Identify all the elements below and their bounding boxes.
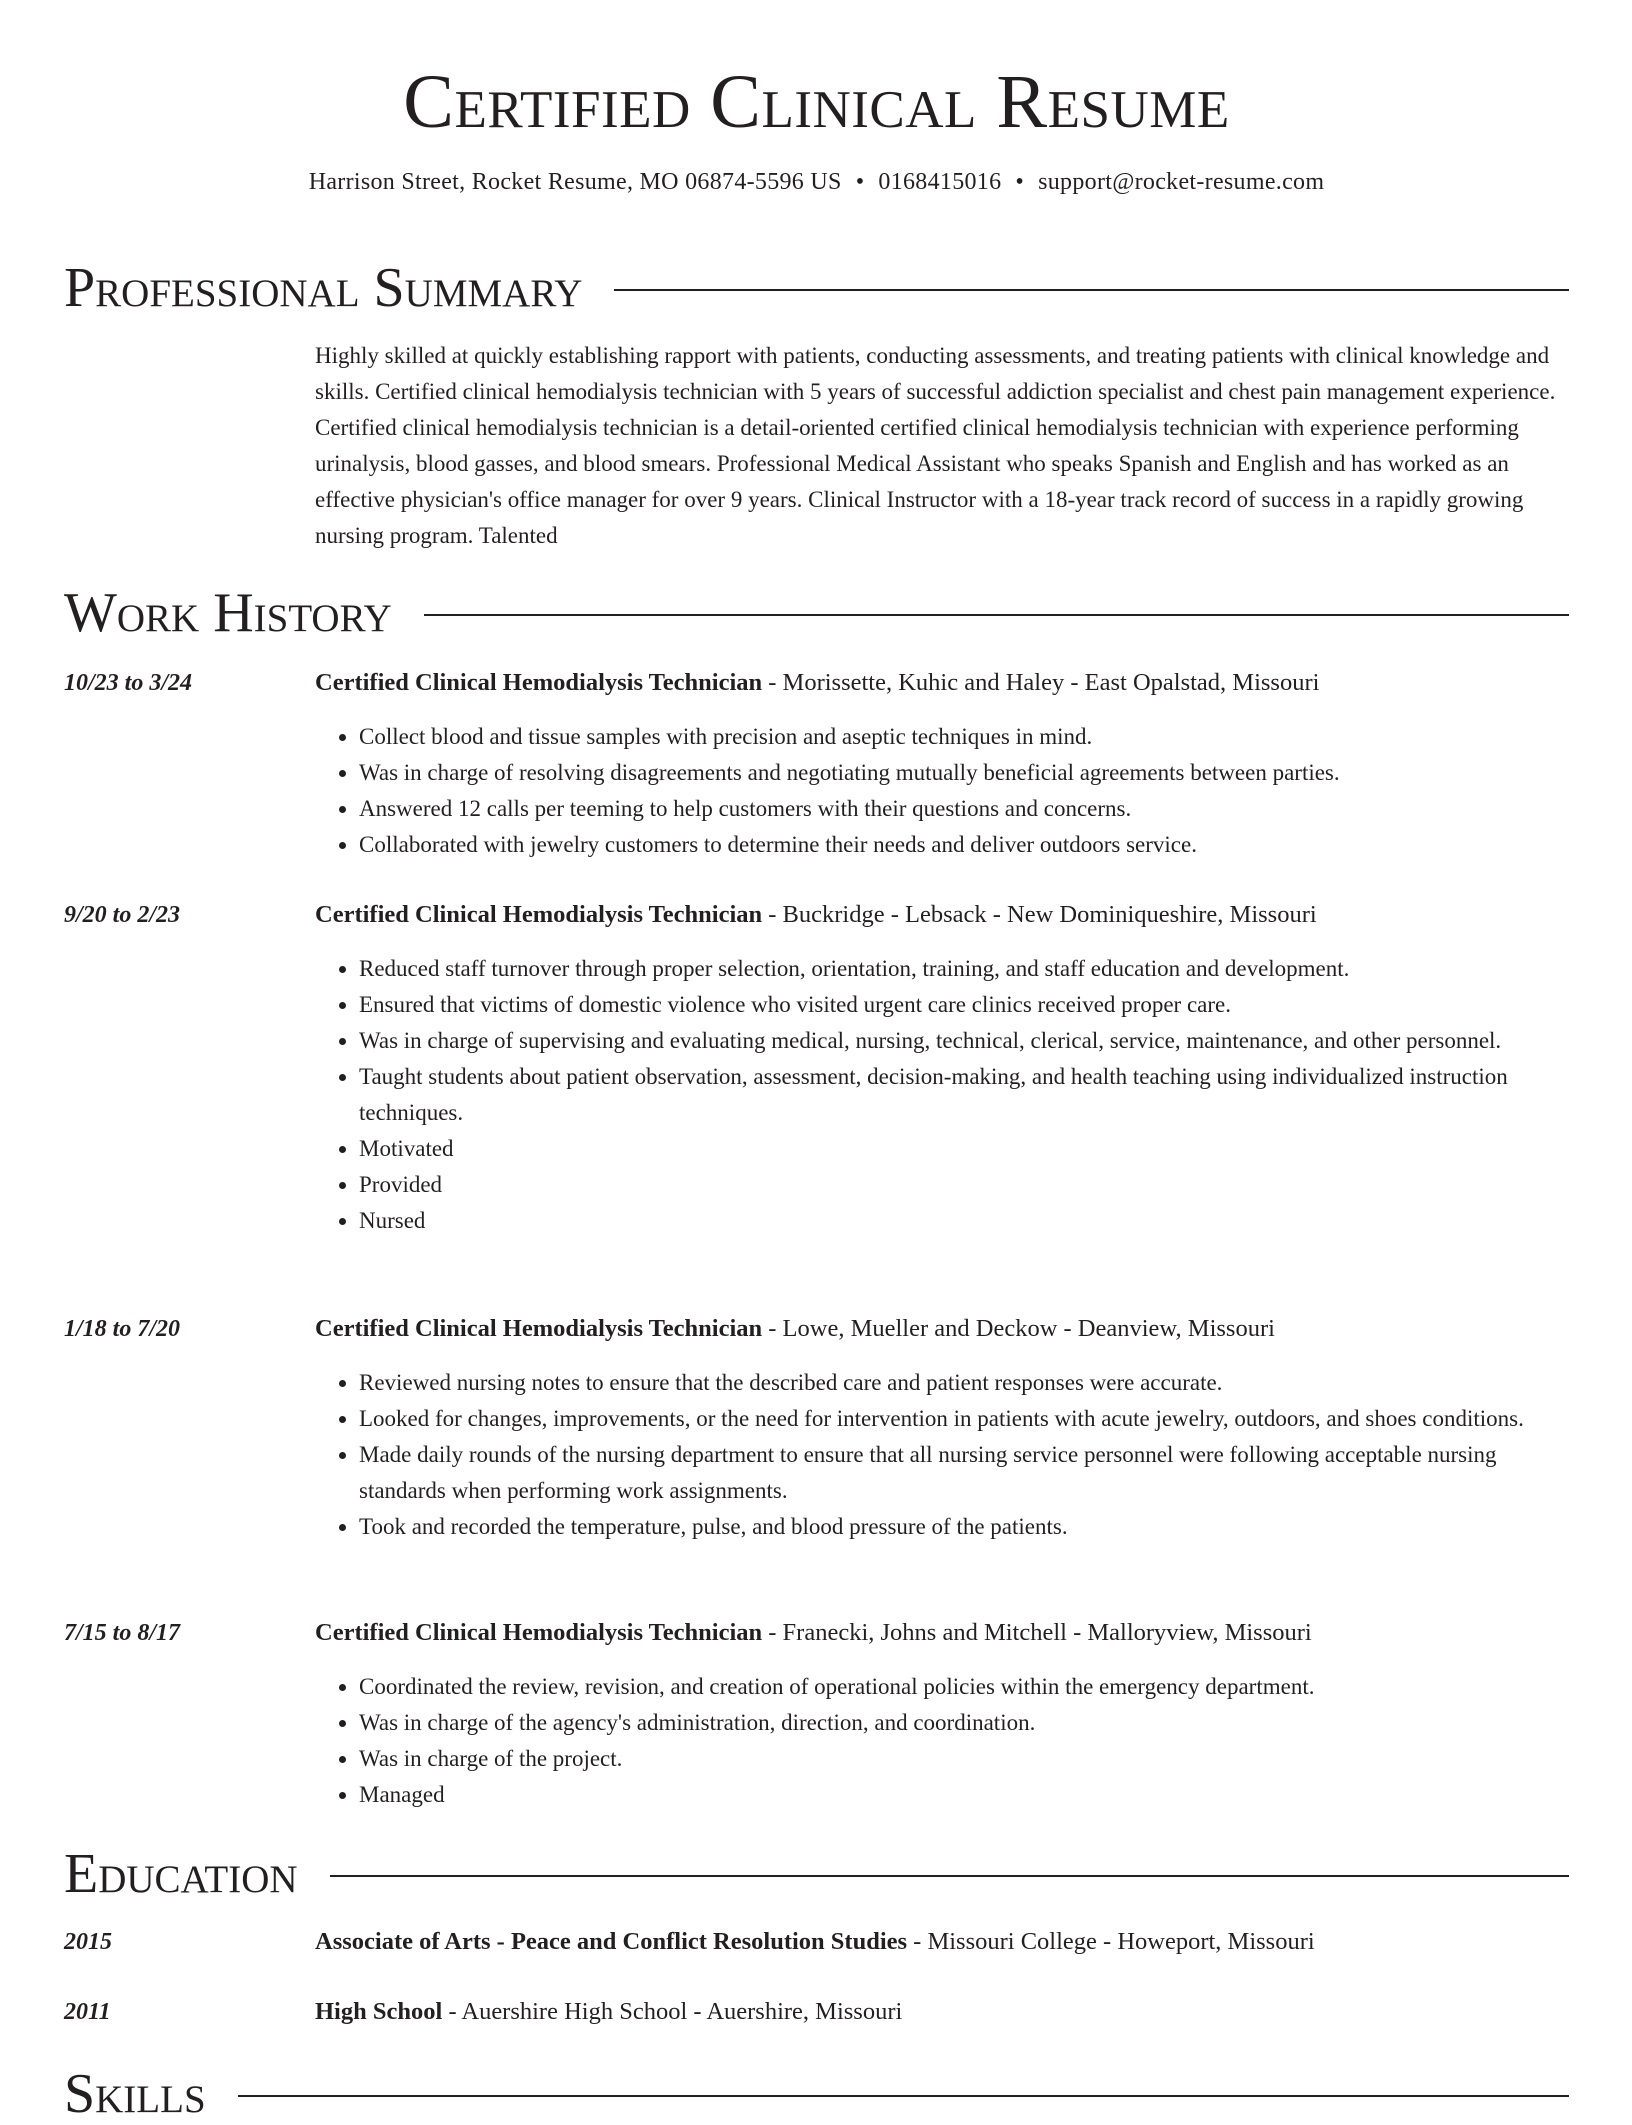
job-heading	[315, 1313, 1569, 1345]
job-bullet: • Taught students about patient observation, assessment, decision-making, and health teaching using individualized instruction techniques.	[359, 1059, 1569, 1131]
education-heading	[315, 1996, 1569, 2028]
job-dates: 1/18 to 7/20	[64, 1316, 181, 1342]
job-bullet: • Made daily rounds of the nursing department to ensure that all nursing service personnel were following acceptable nursing standards when performing work assignments.	[359, 1437, 1569, 1509]
job-dates: 10/23 to 3/24	[64, 670, 193, 696]
contact-phone: 0168415016	[878, 169, 1002, 195]
job-position: Certified Clinical Hemodialysis Technician	[315, 1315, 763, 1342]
job-position: Certified Clinical Hemodialysis Technician	[315, 669, 763, 696]
job-bullet: • Collaborated with jewelry customers to determine their needs and deliver outdoors service.	[359, 827, 1569, 863]
job-bullet: • Coordinated the review, revision, and creation of operational policies within the emergency department.	[359, 1669, 1569, 1705]
section-title-education: Education	[64, 1843, 298, 1905]
contact-separator: •	[1015, 169, 1025, 195]
section-header-summary	[64, 258, 1569, 318]
job-bullet-list	[315, 719, 1569, 863]
job-bullet-list	[315, 951, 1569, 1239]
section-title-skills: Skills	[64, 2063, 206, 2125]
job-bullet: • Managed	[359, 1777, 1569, 1813]
section-title-work-history: Work History	[64, 582, 392, 644]
section-divider	[424, 614, 1569, 616]
job-bullet-list	[315, 1669, 1569, 1813]
education-heading	[315, 1926, 1569, 1958]
job-bullet: • Nursed	[359, 1203, 1569, 1239]
job-bullet: • Reduced staff turnover through proper selection, orientation, training, and staff education and development.	[359, 951, 1569, 987]
job-bullet-list	[315, 1365, 1569, 1545]
job-bullet: • Ensured that victims of domestic violence who visited urgent care clinics received proper care.	[359, 987, 1569, 1023]
section-title-summary: Professional Summary	[64, 257, 583, 319]
resume-page	[64, 0, 1569, 2125]
job-bullet: • Answered 12 calls per teeming to help customers with their questions and concerns.	[359, 791, 1569, 827]
job-bullet: • Looked for changes, improvements, or the need for intervention in patients with acute jewelry, outdoors, and shoes conditions.	[359, 1401, 1569, 1437]
contact-line	[64, 167, 1569, 197]
contact-separator: •	[855, 169, 865, 195]
section-divider	[614, 289, 1569, 291]
job-position: Certified Clinical Hemodialysis Technician	[315, 1619, 763, 1646]
job-bullet: • Was in charge of the agency's administration, direction, and coordination.	[359, 1705, 1569, 1741]
job-details: - Buckridge - Lebsack - New Dominiqueshire, Missouri	[762, 901, 1317, 928]
job-heading	[315, 899, 1569, 931]
job-heading	[315, 1617, 1569, 1649]
job-details: - Lowe, Mueller and Deckow - Deanview, Missouri	[762, 1315, 1275, 1342]
education-year: 2011	[64, 1999, 111, 2025]
section-divider	[238, 2095, 1569, 2097]
job-bullet: • Collect blood and tissue samples with precision and aseptic techniques in mind.	[359, 719, 1569, 755]
education-degree: Associate of Arts - Peace and Conflict Resolution Studies	[315, 1928, 908, 1955]
job-bullet: • Was in charge of supervising and evaluating medical, nursing, technical, clerical, service, maintenance, and other personnel.	[359, 1023, 1569, 1059]
contact-email: support@rocket-resume.com	[1038, 169, 1325, 195]
section-header-education	[64, 1844, 1569, 1904]
job-dates: 9/20 to 2/23	[64, 902, 181, 928]
education-year: 2015	[64, 1929, 112, 1955]
job-bullet: • Reviewed nursing notes to ensure that the described care and patient responses were accurate.	[359, 1365, 1569, 1401]
job-details: - Franecki, Johns and Mitchell - Malloryview, Missouri	[762, 1619, 1312, 1646]
section-header-skills	[64, 2064, 1569, 2124]
job-bullet: • Motivated	[359, 1131, 1569, 1167]
job-heading	[315, 667, 1569, 699]
job-position: Certified Clinical Hemodialysis Technician	[315, 901, 763, 928]
education-details: - Missouri College - Howeport, Missouri	[907, 1928, 1315, 1955]
job-bullet: • Was in charge of the project.	[359, 1741, 1569, 1777]
education-degree: High School	[315, 1998, 443, 2025]
section-divider	[330, 1875, 1569, 1877]
resume-title: Certified Clinical Resume	[403, 60, 1230, 144]
summary-text: Highly skilled at quickly establishing rapport with patients, conducting assessments, and treating patients with clinical knowledge and skills. Certified clinical hemodialysis technician with 5 years of successful addiction specialist and chest pain management experience. Certified clinical hemodialysis technician is a detail-oriented certified clinical hemodialysis technician with experience performing urinalysis, blood gasses, and blood smears. Professional Medical Assistant who speaks Spanish and English and has worked as an effective physician's office manager for over 9 years. Clinical Instructor with a 18-year track record of success in a rapidly growing nursing program. Talented	[315, 343, 1556, 548]
job-details: - Morissette, Kuhic and Haley - East Opalstad, Missouri	[762, 669, 1320, 696]
job-bullet: • Was in charge of resolving disagreements and negotiating mutually beneficial agreements between parties.	[359, 755, 1569, 791]
job-bullet: • Provided	[359, 1167, 1569, 1203]
section-header-work-history	[64, 583, 1569, 643]
education-details: - Auershire High School - Auershire, Missouri	[442, 1998, 903, 2025]
job-bullet: • Took and recorded the temperature, pulse, and blood pressure of the patients.	[359, 1509, 1569, 1545]
contact-address: Harrison Street, Rocket Resume, MO 06874-5596 US	[308, 169, 842, 195]
job-dates: 7/15 to 8/17	[64, 1620, 181, 1646]
